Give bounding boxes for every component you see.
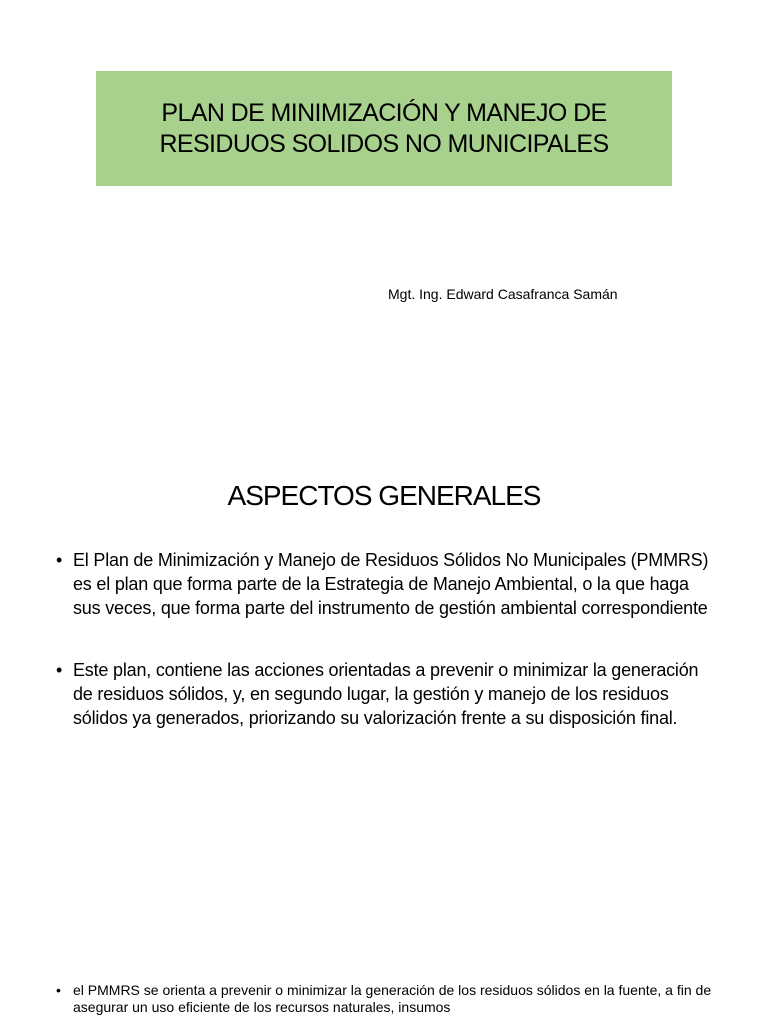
slide-title-text: PLAN DE MINIMIZACIÓN Y MANEJO DE RESIDUOS SOLIDOS NO MUNICIPALES [159,98,609,158]
bullet-item: • El Plan de Minimización y Manejo de Residuos Sólidos No Municipales (PMMRS) es el plan que forma parte de la Estrategia de Manejo Ambiental, o la que haga sus veces, que forma parte del instrumento de gestión ambiental correspondiente [56,548,716,620]
slide-aspectos-generales [0,440,768,1024]
title-banner [96,71,672,186]
author-name: Mgt. Ing. Edward Casafranca Samán [388,286,618,302]
next-bullet-list [56,982,716,1016]
section-heading: ASPECTOS GENERALES [227,480,541,511]
slide-title [0,0,768,430]
bullet-item: • el PMMRS se orienta a prevenir o minimizar la generación de los residuos sólidos en la fuente, a fin de asegurar un uso eficiente de los recursos naturales, insumos [56,982,716,1016]
bullet-item: • Este plan, contiene las acciones orientadas a prevenir o minimizar la generación de residuos sólidos, y, en segundo lugar, la gestión y manejo de los residuos sólidos ya generados, priorizando su valorización frente a su disposición final. [56,658,716,730]
bullet-list [56,548,716,730]
